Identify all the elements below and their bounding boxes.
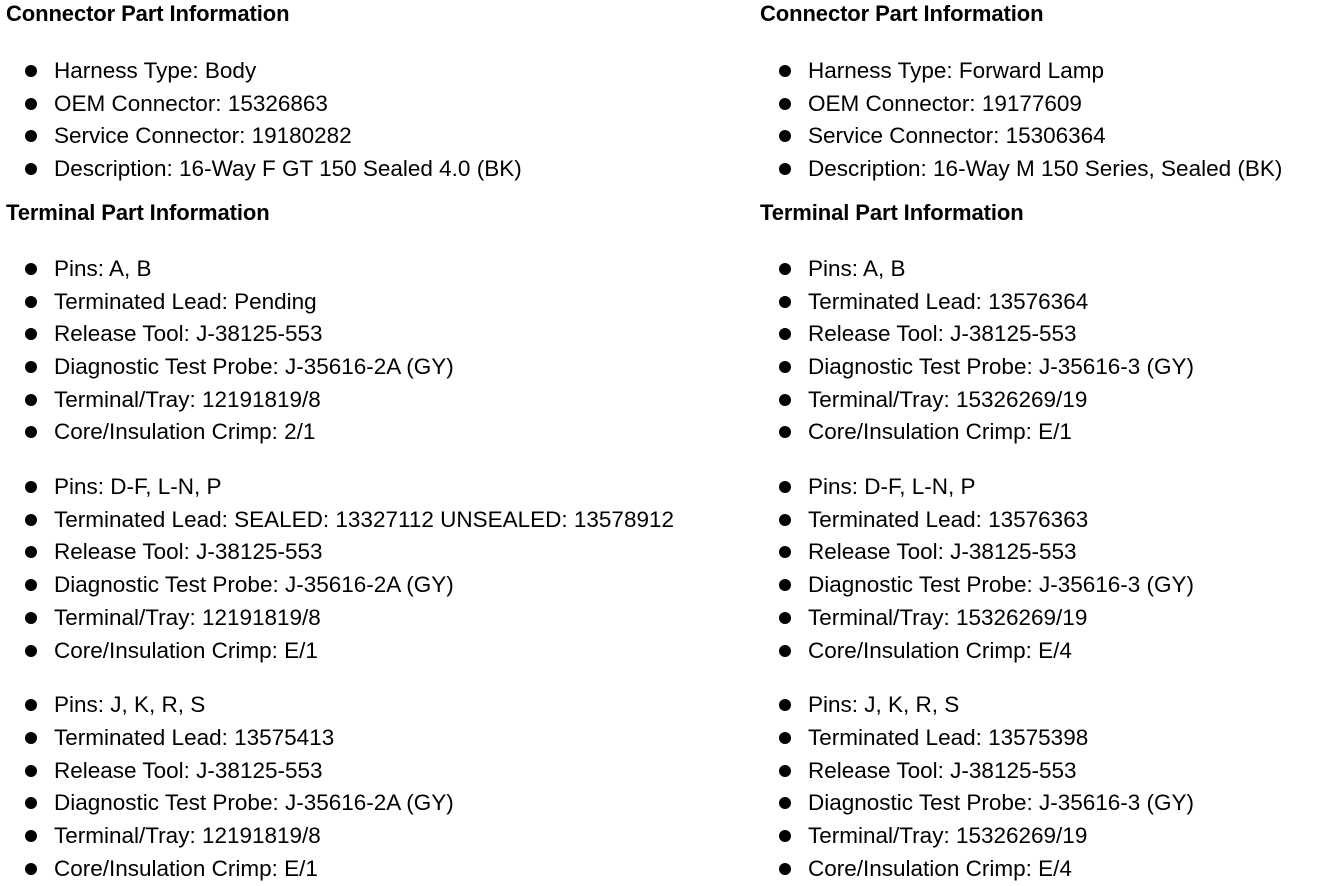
- bullet-icon: [25, 863, 37, 875]
- list-item-text: Core/Insulation Crimp: 2/1: [54, 419, 316, 445]
- bullet-icon: [779, 65, 791, 77]
- bullet-icon: [779, 481, 791, 493]
- list-item: [760, 689, 1344, 722]
- list-item-text: Terminal/Tray: 15326269/19: [808, 386, 1088, 412]
- bullet-icon: [25, 98, 37, 110]
- terminal-group-list: [760, 689, 1344, 885]
- bullet-icon: [779, 514, 791, 526]
- list-item-text: Pins: D-F, L-N, P: [808, 474, 976, 500]
- list-item-text: Diagnostic Test Probe: J-35616-3 (GY): [808, 790, 1195, 816]
- list-item-text: Terminal/Tray: 12191819/8: [54, 386, 321, 412]
- list-item: [6, 787, 758, 820]
- bullet-icon: [779, 328, 791, 340]
- bullet-icon: [779, 394, 791, 406]
- bullet-icon: [779, 98, 791, 110]
- list-item: [6, 286, 758, 319]
- bullet-icon: [25, 361, 37, 373]
- list-item-text: Description: 16-Way F GT 150 Sealed 4.0 (BK): [54, 156, 522, 182]
- bullet-icon: [779, 426, 791, 438]
- list-item: [760, 536, 1344, 569]
- list-item: [760, 853, 1344, 886]
- list-item-text: Release Tool: J-38125-553: [808, 757, 1077, 783]
- list-item-text: Diagnostic Test Probe: J-35616-3 (GY): [808, 572, 1195, 598]
- list-item: [6, 318, 758, 351]
- list-item: [6, 120, 758, 153]
- list-item: [760, 471, 1344, 504]
- list-item-text: Diagnostic Test Probe: J-35616-2A (GY): [54, 790, 454, 816]
- list-item-text: Terminated Lead: 13576363: [808, 506, 1089, 532]
- list-item: [760, 820, 1344, 853]
- list-item-text: Pins: A, B: [54, 255, 152, 281]
- list-item-text: Release Tool: J-38125-553: [54, 757, 323, 783]
- list-item-text: Release Tool: J-38125-553: [54, 321, 323, 347]
- list-item: [6, 689, 758, 722]
- bullet-icon: [25, 797, 37, 809]
- list-item: [760, 120, 1344, 153]
- list-item: [6, 384, 758, 417]
- bullet-icon: [25, 699, 37, 711]
- list-item-text: Core/Insulation Crimp: E/4: [808, 855, 1072, 881]
- list-item: [6, 253, 758, 286]
- list-item: [6, 88, 758, 121]
- list-item: [6, 536, 758, 569]
- bullet-icon: [779, 579, 791, 591]
- list-item-text: Terminated Lead: 13576364: [808, 288, 1089, 314]
- list-item-text: Diagnostic Test Probe: J-35616-2A (GY): [54, 572, 454, 598]
- left-column: [6, 0, 758, 885]
- bullet-icon: [25, 394, 37, 406]
- list-item-text: Release Tool: J-38125-553: [808, 539, 1077, 565]
- terminal-part-heading: Terminal Part Information: [6, 199, 270, 225]
- list-item-text: Harness Type: Body: [54, 58, 257, 83]
- list-item-text: Pins: J, K, R, S: [808, 692, 960, 718]
- list-item-text: Terminated Lead: SEALED: 13327112 UNSEALED: 13578912: [54, 506, 674, 532]
- list-item-text: Description: 16-Way M 150 Series, Sealed (BK): [808, 156, 1283, 182]
- list-item: [6, 504, 758, 537]
- terminal-group-list: [6, 253, 758, 449]
- bullet-icon: [779, 797, 791, 809]
- list-item: [760, 318, 1344, 351]
- right-column: [760, 0, 1344, 885]
- connector-part-list: [6, 55, 758, 186]
- list-item-text: Terminated Lead: Pending: [54, 288, 317, 314]
- list-item: [760, 153, 1344, 186]
- list-item-text: Terminated Lead: 13575413: [54, 724, 335, 750]
- list-item-text: Harness Type: Forward Lamp: [808, 58, 1104, 83]
- terminal-group-list: [760, 471, 1344, 667]
- bullet-icon: [779, 699, 791, 711]
- bullet-icon: [779, 765, 791, 777]
- list-item: [6, 635, 758, 668]
- bullet-icon: [25, 65, 37, 77]
- list-item-text: OEM Connector: 15326863: [54, 90, 328, 116]
- list-item: [760, 253, 1344, 286]
- list-item-text: Terminal/Tray: 12191819/8: [54, 604, 321, 630]
- list-item: [6, 820, 758, 853]
- list-item-text: Pins: A, B: [808, 255, 906, 281]
- bullet-icon: [25, 645, 37, 657]
- list-item: [760, 55, 1344, 88]
- bullet-icon: [779, 130, 791, 142]
- list-item: [760, 569, 1344, 602]
- bullet-icon: [779, 830, 791, 842]
- list-item: [6, 471, 758, 504]
- list-item-text: OEM Connector: 19177609: [808, 90, 1082, 116]
- list-item-text: Terminal/Tray: 15326269/19: [808, 604, 1088, 630]
- connector-part-heading: Connector Part Information: [760, 1, 1044, 26]
- list-item-text: Pins: J, K, R, S: [54, 692, 206, 718]
- connector-part-heading: Connector Part Information: [6, 1, 290, 26]
- list-item: [6, 416, 758, 449]
- connector-part-list: [760, 55, 1344, 186]
- bullet-icon: [25, 830, 37, 842]
- list-item: [760, 787, 1344, 820]
- list-item: [6, 755, 758, 788]
- bullet-icon: [779, 361, 791, 373]
- bullet-icon: [25, 765, 37, 777]
- bullet-icon: [25, 130, 37, 142]
- list-item: [760, 351, 1344, 384]
- list-item: [6, 153, 758, 186]
- list-item-text: Terminated Lead: 13575398: [808, 724, 1089, 750]
- list-item-text: Core/Insulation Crimp: E/1: [808, 419, 1072, 445]
- list-item-text: Release Tool: J-38125-553: [54, 539, 323, 565]
- list-item: [6, 55, 758, 88]
- list-item-text: Terminal/Tray: 15326269/19: [808, 823, 1088, 849]
- list-item-text: Service Connector: 15306364: [808, 123, 1106, 149]
- list-item-text: Core/Insulation Crimp: E/1: [54, 637, 318, 663]
- list-item: [6, 602, 758, 635]
- terminal-group-list: [6, 471, 758, 667]
- terminal-group-list: [760, 253, 1344, 449]
- list-item: [760, 88, 1344, 121]
- list-item-text: Core/Insulation Crimp: E/4: [808, 637, 1072, 663]
- bullet-icon: [779, 296, 791, 308]
- bullet-icon: [25, 514, 37, 526]
- bullet-icon: [25, 732, 37, 744]
- bullet-icon: [25, 579, 37, 591]
- list-item-text: Service Connector: 19180282: [54, 123, 352, 149]
- list-item: [760, 286, 1344, 319]
- list-item: [760, 384, 1344, 417]
- bullet-icon: [779, 645, 791, 657]
- list-item-text: Release Tool: J-38125-553: [808, 321, 1077, 347]
- bullet-icon: [25, 296, 37, 308]
- list-item-text: Core/Insulation Crimp: E/1: [54, 855, 318, 881]
- bullet-icon: [25, 328, 37, 340]
- list-item: [760, 755, 1344, 788]
- bullet-icon: [779, 263, 791, 275]
- list-item: [6, 853, 758, 886]
- bullet-icon: [25, 263, 37, 275]
- list-item-text: Diagnostic Test Probe: J-35616-2A (GY): [54, 353, 454, 379]
- list-item-text: Terminal/Tray: 12191819/8: [54, 823, 321, 849]
- bullet-icon: [779, 546, 791, 558]
- list-item: [760, 504, 1344, 537]
- list-item-text: Pins: D-F, L-N, P: [54, 474, 222, 500]
- bullet-icon: [25, 481, 37, 493]
- bullet-icon: [25, 426, 37, 438]
- list-item: [760, 416, 1344, 449]
- terminal-part-heading: Terminal Part Information: [760, 199, 1024, 225]
- bullet-icon: [25, 163, 37, 175]
- bullet-icon: [25, 546, 37, 558]
- bullet-icon: [779, 163, 791, 175]
- terminal-group-list: [6, 689, 758, 885]
- list-item: [760, 635, 1344, 668]
- list-item: [6, 722, 758, 755]
- list-item-text: Diagnostic Test Probe: J-35616-3 (GY): [808, 353, 1195, 379]
- bullet-icon: [779, 863, 791, 875]
- list-item: [6, 351, 758, 384]
- bullet-icon: [25, 612, 37, 624]
- bullet-icon: [779, 612, 791, 624]
- bullet-icon: [779, 732, 791, 744]
- list-item: [760, 722, 1344, 755]
- list-item: [760, 602, 1344, 635]
- list-item: [6, 569, 758, 602]
